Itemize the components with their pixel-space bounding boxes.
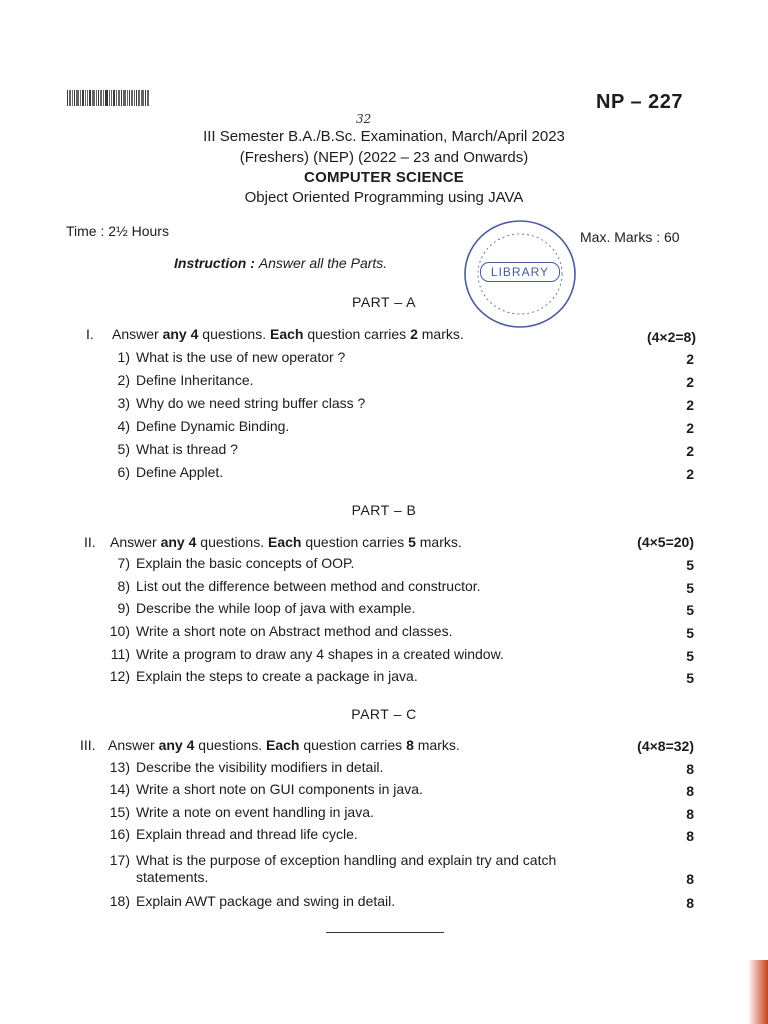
question-marks: 2 [686, 443, 694, 459]
question-marks: 5 [686, 557, 694, 573]
question-marks: 5 [686, 670, 694, 686]
question-marks: 2 [686, 397, 694, 413]
exam-title: III Semester B.A./B.Sc. Examination, March/April 2023 [203, 128, 565, 145]
handwritten-note: 32 [356, 112, 372, 126]
question: 4) Define Dynamic Binding. [117, 418, 290, 434]
question-marks: 5 [686, 580, 694, 596]
part-c-instruction: III. Answer any 4 questions. Each question carries 8 marks. [80, 737, 460, 753]
question-marks: 5 [686, 602, 694, 618]
instruction-label: Instruction : [174, 255, 255, 271]
page-edge [748, 960, 768, 1024]
question-marks: 8 [686, 761, 694, 777]
question-marks: 5 [686, 648, 694, 664]
part-c-total: (4×8=32) [637, 738, 694, 754]
question: 13) Describe the visibility modifiers in detail. [109, 759, 384, 775]
time-label: Time : 2½ Hours [66, 223, 169, 239]
part-c-title: PART – C [351, 706, 417, 722]
part-b-title: PART – B [351, 502, 417, 518]
question: 15) Write a note on event handling in java. [109, 804, 374, 820]
max-marks-label: Max. Marks : 60 [580, 229, 680, 245]
question: 16) Explain thread and thread life cycle. [109, 826, 358, 842]
question: 18) Explain AWT package and swing in detail. [109, 893, 396, 909]
question: 12) Explain the steps to create a package in java. [109, 668, 418, 684]
paper-code: NP – 227 [596, 91, 684, 113]
instruction-text: Answer all the Parts. [258, 255, 388, 271]
question-marks: 8 [686, 828, 694, 844]
stamp-label: LIBRARY [480, 262, 560, 282]
question-marks: 2 [686, 420, 694, 436]
question: 14) Write a short note on GUI components in java. [109, 781, 423, 797]
part-a-title: PART – A [352, 294, 416, 310]
question: 1) What is the use of new operator ? [117, 349, 346, 365]
question-marks: 8 [686, 783, 694, 799]
question: 11) Write a program to draw any 4 shapes in a created window. [110, 646, 504, 662]
question-marks: 8 [686, 871, 694, 887]
question-continuation: statements. [136, 869, 209, 885]
question: 5) What is thread ? [117, 441, 238, 457]
question: 17) What is the purpose of exception handling and explain try and catch [109, 852, 557, 868]
question-marks: 5 [686, 625, 694, 641]
part-a-instruction: I. Answer any 4 questions. Each question carries 2 marks. [86, 326, 464, 342]
question: 6) Define Applet. [117, 464, 224, 480]
question: 8) List out the difference between method and constructor. [117, 578, 481, 594]
question: 7) Explain the basic concepts of OOP. [117, 555, 355, 571]
question-marks: 8 [686, 806, 694, 822]
part-a-total: (4×2=8) [646, 329, 696, 345]
exam-subtitle: (Freshers) (NEP) (2022 – 23 and Onwards) [239, 149, 529, 166]
question: 9) Describe the while loop of java with example. [117, 600, 416, 616]
question: 3) Why do we need string buffer class ? [117, 395, 366, 411]
question-marks: 8 [686, 895, 694, 911]
instruction [174, 255, 387, 271]
paper-title: Object Oriented Programming using JAVA [244, 189, 524, 206]
question: 10) Write a short note on Abstract method and classes. [109, 623, 453, 639]
question-marks: 2 [686, 466, 694, 482]
subject-title: COMPUTER SCIENCE [304, 169, 464, 186]
question-marks: 2 [686, 374, 694, 390]
part-b-instruction: II. Answer any 4 questions. Each question carries 5 marks. [84, 534, 462, 550]
barcode [67, 90, 171, 106]
end-rule [326, 932, 444, 933]
question: 2) Define Inheritance. [117, 372, 254, 388]
question-marks: 2 [686, 351, 694, 367]
part-b-total: (4×5=20) [637, 534, 694, 550]
